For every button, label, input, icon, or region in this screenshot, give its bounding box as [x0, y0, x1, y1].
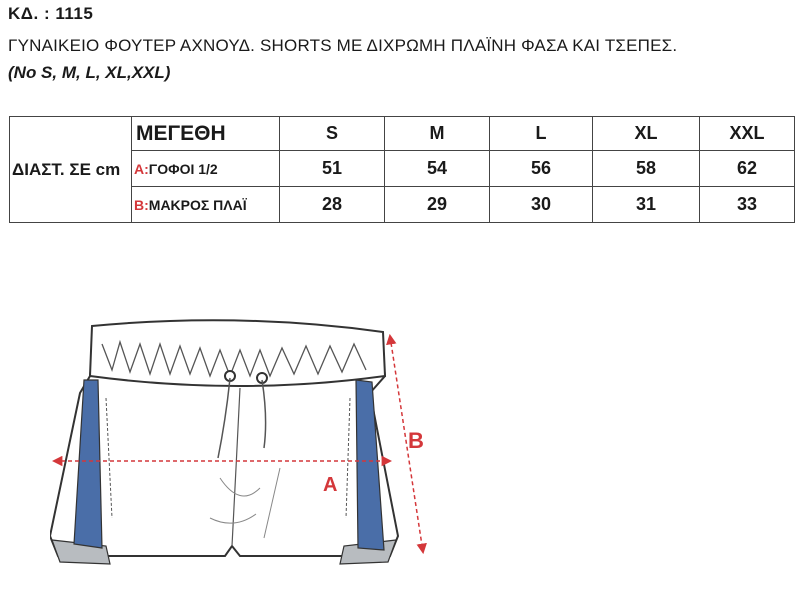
table-cell: 30 — [490, 187, 593, 223]
waistband — [90, 320, 385, 386]
measure-label-side-length — [132, 187, 280, 223]
dimensions-label: ΔΙΑΣΤ. ΣΕ cm — [10, 117, 132, 223]
table-cell: 31 — [593, 187, 700, 223]
sizes-header: ΜΕΓΕΘΗ — [132, 117, 280, 151]
size-header-xl: XL — [593, 117, 700, 151]
table-header-row — [10, 117, 795, 151]
size-header-m: M — [385, 117, 490, 151]
table-cell: 62 — [700, 151, 795, 187]
measure-label-b: B — [408, 428, 424, 453]
table-cell: 28 — [280, 187, 385, 223]
table-cell: 56 — [490, 151, 593, 187]
shorts-body — [50, 358, 398, 556]
measure-key-b: B: — [134, 196, 149, 213]
size-header-l: L — [490, 117, 593, 151]
measure-name-side-length: ΜΑΚΡΟΣ ΠΛΑΪ — [148, 196, 247, 213]
sizes-note: (No S, M, L, XL,XXL) — [8, 63, 171, 82]
measure-key-a: A: — [134, 160, 149, 177]
table-cell: 33 — [700, 187, 795, 223]
size-chart-table — [9, 116, 795, 223]
size-header-xxl: XXL — [700, 117, 795, 151]
shorts-technical-drawing — [50, 318, 450, 586]
table-cell: 58 — [593, 151, 700, 187]
measure-name-hips: ΓΟΦΟΙ 1/2 — [148, 160, 218, 177]
measure-label-a: A — [323, 474, 338, 496]
table-cell: 29 — [385, 187, 490, 223]
product-description: ΓΥΝΑΙΚΕΙΟ ΦΟΥΤΕΡ ΑΧΝΟΥΔ. SHORTS ΜΕ ΔΙΧΡΩΜΗ ΠΛΑΪΝΗ ΦΑΣΑ ΚΑΙ ΤΣΕΠΕΣ. — [8, 36, 678, 55]
table-cell: 54 — [385, 151, 490, 187]
size-header-s: S — [280, 117, 385, 151]
table-cell: 51 — [280, 151, 385, 187]
product-code: ΚΔ. : 1115 — [8, 4, 94, 23]
measure-label-hips — [132, 151, 280, 187]
